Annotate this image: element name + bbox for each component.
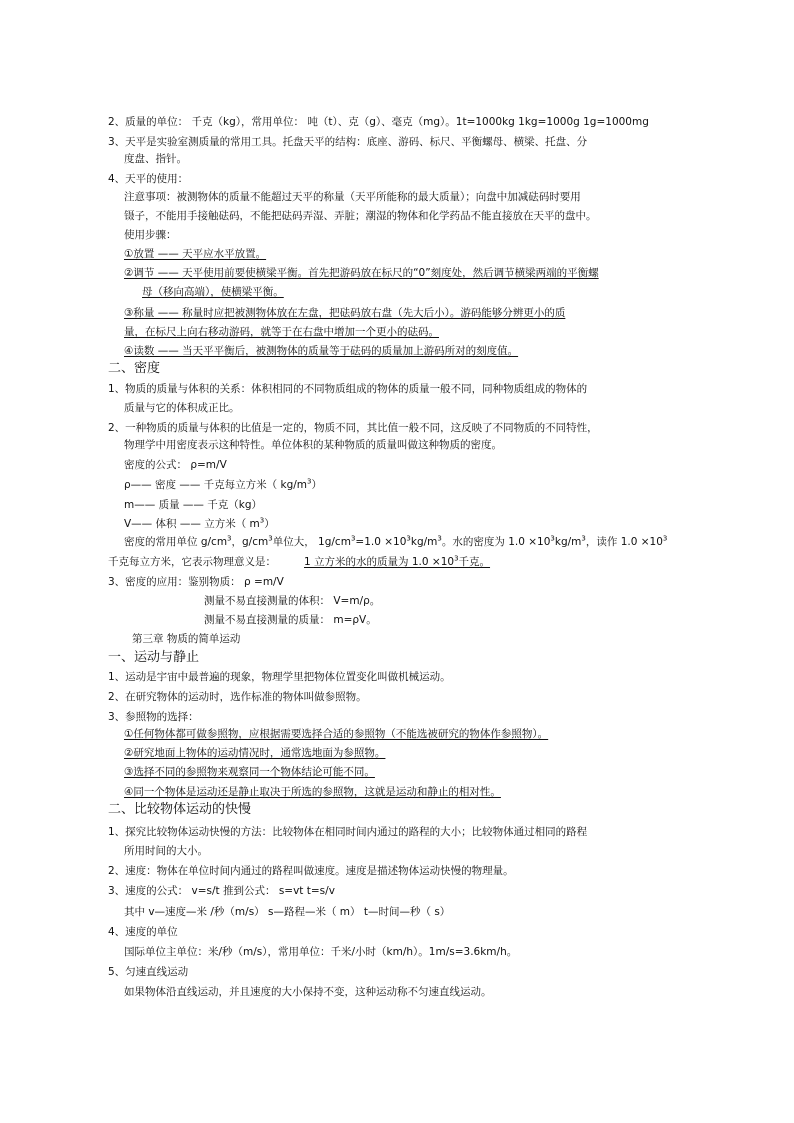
text-line: 密度的常用单位 $g/cm^3$，$g/cm^3$单位大， $1g/cm^3=1.0 \times 10^3kg/m^3$。水的密度为 $1.0 \times 10^3kg/m^3$，读作 $1.0 \times 10^3$ (124, 534, 668, 548)
text-line: 测量不易直接测量的质量： m=ρV。 (204, 614, 377, 626)
text-line: 2、一种物质的质量与体积的比值是一定的，物质不同，其比值一般不同，这反映了不同物质的不同特性， (108, 422, 598, 434)
chapter-heading: 第三章 物质的简单运动 (132, 633, 241, 645)
section-heading: 二、密度 (108, 361, 161, 376)
text-line: ①任何物体都可做参照物，应根据需要选择合适的参照物（不能选被研究的物体作参照物）。 (124, 728, 549, 740)
text-line: 1、运动是宇宙中最普遍的现象，物理学里把物体位置变化叫做机械运动。 (108, 671, 451, 683)
text-line: ρ—— 密度 —— 千克每立方米（ $kg/m^3$） (124, 477, 322, 491)
text-line: 质量与它的体积成正比。 (124, 402, 240, 414)
text-line: 1、探究比较物体运动快慢的方法：比较物体在相同时间内通过的路程的大小；比较物体通过相同的路程 (108, 826, 588, 838)
text-line: 镊子，不能用手接触砝码，不能把砝码弄湿、弄脏；潮湿的物体和化学药品不能直接放在天平的盘中。 (124, 210, 597, 222)
text-line: 量，在标尺上向右移动游码，就等于在右盘中增加一个更小的砝码。 (124, 326, 439, 338)
text-line: 2、在研究物体的运动时，选作标准的物体叫做参照物。 (108, 691, 367, 703)
text-line: 母（移向高端），使横梁平衡。 (142, 286, 284, 298)
text-line: 物理学中用密度表示这种特性。单位体积的某种物质的质量叫做这种物质的密度。 (124, 439, 502, 451)
text-line: ④读数 —— 当天平平衡后，被测物体的质量等于砝码的质量加上游码所对的刻度值。 (124, 345, 519, 357)
text-line: ③称量 —— 称量时应把被测物体放在左盘，把砝码放右盘（先大后小）。游码能够分辨更小的质 (124, 307, 566, 319)
text-line: 如果物体沿直线运动，并且速度的大小保持不变，这种运动称不匀速直线运动。 (124, 986, 492, 998)
text-line: 1、物质的质量与体积的关系：体积相同的不同物质组成的物体的质量一般不同，同种物质组成的物体的 (108, 383, 588, 395)
text-line: ③选择不同的参照物来观察同一个物体结论可能不同。 (124, 766, 375, 778)
text-line: 4、天平的使用： (108, 173, 189, 185)
text-line: 国际单位主单位：米/秒（m/s），常用单位：千米/小时（km/h）。1m/s=3.6km/h。 (124, 946, 518, 958)
text-line: 所用时间的大小。 (124, 845, 208, 857)
text-line: 使用步骤： (124, 229, 177, 241)
text-line: 度盘、指针。 (124, 153, 187, 165)
text-line: 3、参照物的选择： (108, 711, 199, 723)
text-line: 密度的公式： ρ=m/V (124, 459, 227, 471)
text-line: 3、密度的应用：鉴别物质： ρ =m/V (108, 576, 284, 588)
section-heading: 一、运动与静止 (108, 650, 200, 665)
text-line: 3、速度的公式： v=s/t 推到公式： s=vt t=s/v (108, 885, 335, 897)
text-line: ①放置 —— 天平应水平放置。 (124, 248, 267, 260)
text-line: 5、匀速直线运动 (108, 966, 189, 978)
text-line: V—— 体积 —— 立方米（ $m^3$） (124, 516, 275, 530)
text-line: 其中 v—速度—米 /秒（m/s） s—路程—米（ m） t—时间—秒（ s） (124, 906, 451, 918)
text-line: ④同一个物体是运动还是静止取决于所选的参照物，这就是运动和静止的相对性。 (124, 786, 501, 798)
text-line: 2、质量的单位： 千克（kg），常用单位： 吨（t）、克（g）、毫克（mg）。1t=1000kg 1kg=1000g 1g=1000mg (108, 116, 649, 128)
text-line: 3、天平是实验室测质量的常用工具。托盘天平的结构：底座、游码、标尺、平衡螺母、横梁、托盘、分 (108, 136, 588, 148)
text-line: ②调节 —— 天平使用前要使横梁平衡。首先把游码放在标尺的“0”刻度处，然后调节横梁两端的平衡螺 (124, 267, 599, 279)
text-line: 2、速度：物体在单位时间内通过的路程叫做速度。速度是描述物体运动快慢的物理量。 (108, 865, 514, 877)
text-line: m—— 质量 —— 千克（kg） (124, 499, 262, 511)
text-line: 注意事项：被测物体的质量不能超过天平的称量（天平所能称的最大质量）；向盘中加减砝码时要用 (124, 191, 581, 203)
text-line: 测量不易直接测量的体积： V=m/ρ。 (204, 595, 381, 607)
text-line: 4、速度的单位 (108, 926, 178, 938)
text-line: 千克每立方米，它表示物理意义是： 1 立方米的水的质量为 $1.0 \times 10^3$千克。 (108, 554, 491, 568)
text-line: ②研究地面上物体的运动情况时，通常选地面为参照物。 (124, 747, 386, 759)
section-heading: 二、比较物体运动的快慢 (108, 802, 252, 817)
